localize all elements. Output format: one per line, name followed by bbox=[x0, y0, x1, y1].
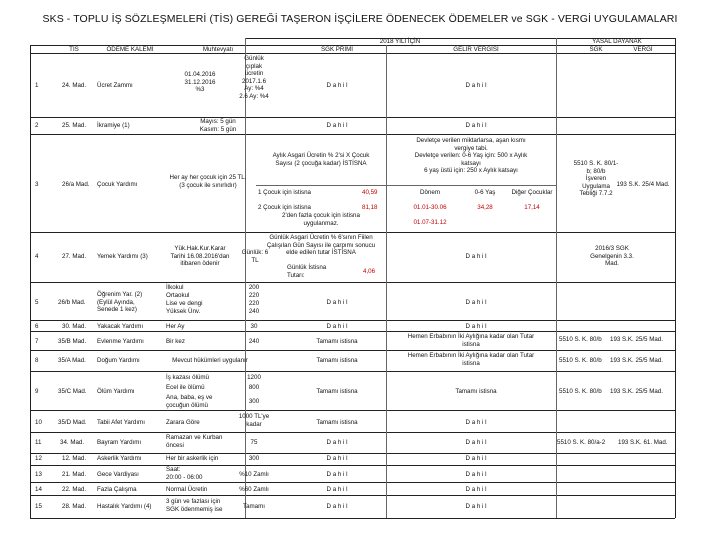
row-sgk: D a h i l bbox=[326, 82, 348, 89]
row-sgk: D a h i l bbox=[326, 486, 348, 493]
row-number: 8 bbox=[35, 357, 39, 364]
row-item: Ücret Zammı bbox=[97, 82, 133, 89]
sgk-child2-label: 2 Çocuk için istisna bbox=[258, 204, 311, 211]
level-middle: Ortaokul bbox=[166, 292, 190, 299]
legal-sgk: 5510 S. K. 80/1- b; 80/b İşveren Uygulama Tebliği 7.7.2 bbox=[573, 160, 619, 198]
row-article: 35/B Mad. bbox=[58, 338, 87, 345]
row-item: Öğrenim Yar. (2) (Eylül Ayında, Senede 1 kez) bbox=[97, 291, 143, 314]
row-sgk: Tamamı istisna bbox=[316, 357, 358, 364]
row-amount-note: Saat: 20:00 - 06:00 bbox=[166, 466, 203, 481]
row-item: Tabii Afet Yardımı bbox=[97, 419, 145, 426]
row-tax: D a h i l bbox=[465, 299, 487, 306]
row-amount: 30 bbox=[250, 323, 258, 330]
cause-work-accident: İş kazası ölümü bbox=[166, 374, 209, 381]
tax-period1: 01.01-30.06 bbox=[413, 204, 447, 211]
row-amount-note: Her bir askerlik için bbox=[166, 455, 219, 462]
sgk-meal-exemption-note: Günlük Asgari Ücretin % 6'sının Fiilen Çalışılan Gün Sayısı ile çarpımı sonucu elde edilen tutar İSTİSNA bbox=[266, 234, 376, 257]
row-article: 25. Mad. bbox=[62, 122, 87, 129]
row-tax: D a h i l bbox=[465, 122, 487, 129]
cause-work-accident-amount: 1200 bbox=[247, 374, 261, 381]
row-sgk: D a h i l bbox=[326, 122, 348, 129]
row-amount: Tamamı bbox=[242, 503, 266, 510]
level-university: Yüksek Ünv. bbox=[166, 308, 201, 315]
row-amount-note: Normal Ücretin bbox=[166, 486, 208, 493]
legal-tax: 193 S.K. 25/5 Mad. bbox=[610, 388, 663, 395]
cause-natural: Ecel ile ölümü bbox=[166, 384, 205, 391]
row-sgk: D a h i l bbox=[326, 503, 348, 510]
cause-family: Ana, baba, eş ve çocuğun ölümü bbox=[166, 394, 213, 409]
row-article: 34. Mad. bbox=[60, 439, 85, 446]
row-number: 9 bbox=[35, 388, 39, 395]
row-article: 26/b Mad. bbox=[58, 299, 86, 306]
row-tax: Tamamı istisna bbox=[455, 388, 497, 395]
cause-family-amount: 300 bbox=[248, 398, 260, 405]
row-sgk: D a h i l bbox=[326, 439, 348, 446]
page-title: SKS - TOPLU İŞ SÖZLEŞMELERİ (TİS) GEREĞİ TAŞERON İŞÇİLERE ÖDENECEK ÖDEMELER ve SGK - VERGİ UYGULAMALARI bbox=[42, 13, 678, 25]
row-number: 12 bbox=[35, 455, 42, 462]
row-tax: D a h i l bbox=[465, 503, 487, 510]
legal-sgk: 5510 S. K. 80/a-2 bbox=[557, 439, 606, 446]
row-article: 26/a Mad. bbox=[62, 181, 90, 188]
col-amount-header: Muhtevyatı bbox=[202, 46, 234, 53]
row-amount: 300 bbox=[248, 455, 260, 462]
level-university-amount: 240 bbox=[248, 308, 260, 315]
row-tax: D a h i l bbox=[465, 323, 487, 330]
row-number: 15 bbox=[35, 503, 42, 510]
row-article: 35/A Mad. bbox=[58, 357, 86, 364]
row-article: 24. Mad. bbox=[62, 82, 87, 89]
col-income-tax-header: GELİR VERGİSİ bbox=[453, 46, 499, 53]
tax-period-label: Dönem bbox=[420, 189, 440, 196]
sgk-daily-label: Günlük İstisna Tutarı: bbox=[287, 264, 327, 279]
row-article: 28. Mad. bbox=[62, 503, 87, 510]
row-number: 1 bbox=[35, 82, 39, 89]
row-number: 6 bbox=[35, 323, 39, 330]
row-item: Bayram Yardımı bbox=[97, 439, 142, 446]
row-sgk: Tamamı istisna bbox=[316, 419, 358, 426]
level-high-amount: 220 bbox=[248, 300, 260, 307]
row-tax: Hemen Erbabının İki Aylığına kadar olan Tutar istisna bbox=[407, 352, 535, 367]
row-sgk: D a h i l bbox=[326, 299, 348, 306]
sgk-child3-note: 2'den fazla çocuk için istisna uygulanmaz. bbox=[282, 212, 360, 227]
row-number: 13 bbox=[35, 471, 42, 478]
row-amount-note: Zarara Göre bbox=[166, 419, 200, 426]
row-amount-note: Bir kez bbox=[166, 338, 185, 345]
row-number: 5 bbox=[35, 299, 39, 306]
cause-natural-amount: 800 bbox=[248, 384, 260, 391]
row-article: 35/D Mad. bbox=[58, 419, 87, 426]
row-amount-note: Her Ay bbox=[166, 323, 185, 330]
tax-child-note: Devletçe verilen miktarlarsa, aşan kısmı vergiye tabi. Devletçe verilen: 0-6 Yaş için: 500 x Aylık katsayı 6 yaş üstü için: 250 x Aylık katsayı bbox=[414, 137, 528, 175]
row-tax: D a h i l bbox=[465, 82, 487, 89]
row-item: Hastalık Yardımı (4) bbox=[97, 503, 152, 510]
col-sgk-header: SGK PRİMİ bbox=[321, 46, 353, 53]
row-amount: 75 bbox=[250, 439, 258, 446]
row-sgk: D a h i l bbox=[326, 471, 348, 478]
row-tax: D a h i l bbox=[465, 455, 487, 462]
legal-sgk: 2016/3 SGK Genelgenin 3.3. Mad. bbox=[590, 245, 634, 268]
row-number: 14 bbox=[35, 486, 42, 493]
level-primary-amount: 200 bbox=[248, 284, 260, 291]
level-high: Lise ve dengi bbox=[166, 300, 203, 307]
col-legal-tax-header: VERGİ bbox=[633, 46, 653, 53]
row-amount-note: Ramazan ve Kurban öncesi bbox=[166, 434, 223, 449]
row-amount: %60 Zamlı bbox=[239, 486, 269, 493]
sgk-child2-value: 81,18 bbox=[362, 204, 378, 211]
legal-tax: 193 S.K. 61. Mad. bbox=[618, 439, 668, 446]
row-number: 10 bbox=[35, 419, 42, 426]
row-item: Çocuk Yardımı bbox=[97, 181, 138, 188]
row-article: 35/C Mad. bbox=[58, 388, 87, 395]
row-item: Yakacak Yardımı bbox=[97, 323, 144, 330]
row-item: Fazla Çalışma bbox=[97, 486, 137, 493]
year-group-header: 2018 YILI İÇİN bbox=[379, 38, 421, 45]
sgk-daily-value: 4,06 bbox=[363, 268, 376, 275]
legal-tax: 193 S.K. 25/5 Mad. bbox=[610, 336, 663, 343]
row-article: 27. Mad. bbox=[62, 253, 87, 260]
row-tax: D a h i l bbox=[465, 253, 487, 260]
row-tax: Hemen Erbabının İki Aylığına kadar olan Tutar istisna bbox=[407, 333, 535, 348]
row-amount-note: Yük.Hak.Kur.Karar Tarihi 16.08.2016'dan itibaren ödenir bbox=[170, 245, 230, 268]
row-amount-note: 3 gün ve fazlası için SGK ödenmemiş ise bbox=[166, 498, 223, 513]
row-item: Askerlik Yardımı bbox=[97, 455, 142, 462]
row-item: Yemek Yardımı (3) bbox=[97, 253, 148, 260]
row-amount: %10 Zamlı bbox=[239, 471, 269, 478]
row-number: 3 bbox=[35, 181, 39, 188]
legal-tax: 193 S.K. 25/5 Mad. bbox=[610, 357, 663, 364]
row-tax: D a h i l bbox=[465, 471, 487, 478]
legal-sgk: 5510 S. K. 80/b bbox=[559, 336, 602, 343]
row-amount: 1000 TL'ye kadar bbox=[238, 413, 270, 428]
sgk-child1-value: 40,59 bbox=[362, 189, 378, 196]
row-amount-rates: Günlük çıplak ücretin 2017.1.6 Ay: %4 2.6 Ay: %4 bbox=[239, 55, 269, 100]
row-article: 22. Mad. bbox=[62, 486, 87, 493]
tax-period1-young: 34,28 bbox=[477, 204, 493, 211]
row-article: 21. Mad. bbox=[62, 471, 87, 478]
col-item-header: ÖDEME KALEMİ bbox=[106, 46, 154, 53]
legal-tax: 193 S.K. 25/4 Mad. bbox=[616, 181, 670, 188]
level-middle-amount: 220 bbox=[248, 292, 260, 299]
col-legal-sgk-header: SGK bbox=[589, 46, 603, 53]
legal-sgk: 5510 S. K. 80/b bbox=[559, 357, 602, 364]
row-item: Doğum Yardımı bbox=[97, 357, 140, 364]
legal-group-header: YASAL DAYANAK bbox=[592, 38, 642, 45]
row-tax: D a h i l bbox=[465, 439, 487, 446]
row-amount-dates: 01.04.2016 31.12.2016 %3 bbox=[184, 71, 216, 94]
row-item: Gece Vardiyası bbox=[97, 471, 139, 478]
row-amount: Her ay her çocuk için 25 TL. (3 çocuk ile sınırlıdır) bbox=[169, 174, 247, 189]
row-sgk: Tamamı istisna bbox=[316, 338, 358, 345]
row-tax: D a h i l bbox=[465, 486, 487, 493]
row-number: 4 bbox=[35, 253, 39, 260]
legal-sgk: 5510 S. K. 80/b bbox=[559, 388, 602, 395]
tax-other-label: Diğer Çocuklar bbox=[511, 189, 553, 196]
tax-age-label: 0-6 Yaş bbox=[474, 189, 496, 196]
row-tax: D a h i l bbox=[465, 419, 487, 426]
row-item: Evlenme Yardımı bbox=[97, 338, 144, 345]
level-primary: İlkokul bbox=[166, 284, 184, 291]
row-article: 30. Mad. bbox=[62, 323, 87, 330]
row-sgk: D a h i l bbox=[326, 455, 348, 462]
row-article: 12. Mad. bbox=[62, 455, 87, 462]
row-amount: 240 bbox=[248, 338, 260, 345]
row-amount: Mevcut hükümleri uygulanır bbox=[172, 357, 248, 364]
row-item: Ölüm Yardımı bbox=[97, 388, 135, 395]
sgk-child-exemption-note: Aylık Asgari Ücretin % 2'si X Çocuk Sayısı (2 çocuğa kadar) İSTİSNA bbox=[272, 152, 370, 167]
tax-period2: 01.07-31.12 bbox=[413, 219, 447, 226]
tax-period1-other: 17,14 bbox=[524, 204, 540, 211]
row-number: 7 bbox=[35, 338, 39, 345]
col-tis-header: TİS bbox=[69, 46, 79, 53]
row-amount: Mayıs: 5 gün Kasım: 5 gün bbox=[199, 118, 237, 133]
row-number: 11 bbox=[35, 439, 42, 446]
sgk-child1-label: 1 Çocuk için istisna bbox=[258, 189, 311, 196]
row-sgk: Tamamı istisna bbox=[316, 388, 358, 395]
row-item: İkramiye (1) bbox=[97, 122, 130, 129]
row-number: 2 bbox=[35, 122, 39, 129]
row-sgk: D a h i l bbox=[326, 323, 348, 330]
row-amount-daily: Günlük: 6 TL bbox=[241, 249, 269, 264]
